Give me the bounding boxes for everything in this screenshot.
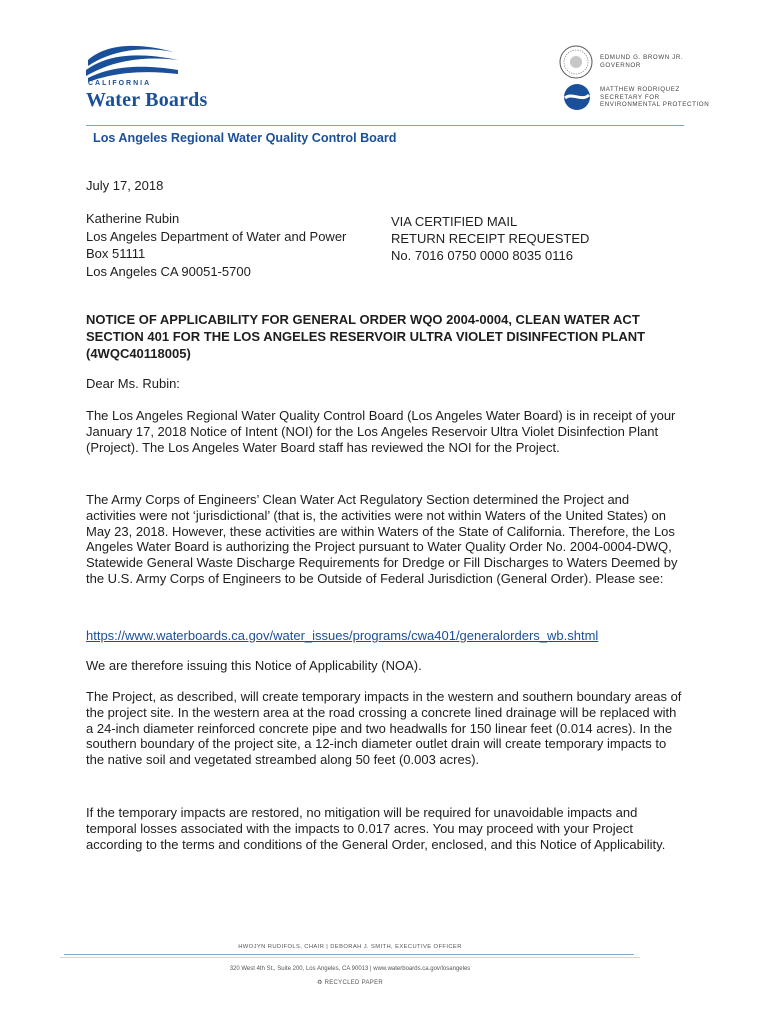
body-paragraph-5: If the temporary impacts are restored, no mitigation will be required for unavoidable impacts and temporal losses associated with the impacts to 0.017 acres. You may proceed with your Project according to the terms and conditions of the General Order, enclosed, and this Notice of Applicability. xyxy=(86,805,666,852)
governor-title: GOVERNOR xyxy=(600,62,641,69)
footer-divider xyxy=(64,954,634,955)
recipient-box: Box 51111 xyxy=(86,246,146,261)
state-seal-icon xyxy=(558,44,594,80)
general-orders-link[interactable]: https://www.waterboards.ca.gov/water_issues/programs/cwa401/generalorders_wb.shtml xyxy=(86,628,599,643)
footer-recycled xyxy=(0,979,700,986)
header-divider xyxy=(86,125,684,126)
recipient-org: Los Angeles Department of Water and Power xyxy=(86,228,347,244)
footer-officers: HWOJYN RUDIFOLS, CHAIR | DEBORAH J. SMITH, EXECUTIVE OFFICER xyxy=(238,944,462,950)
recipient-address xyxy=(86,210,346,280)
body-paragraph-3: We are therefore issuing this Notice of Applicability (NOA). xyxy=(86,658,422,673)
recipient-city: Los Angeles CA 90051-5700 xyxy=(86,263,251,279)
mailing-method xyxy=(391,213,589,264)
recipient-name: Katherine Rubin xyxy=(86,211,180,226)
water-boards-wave-logo xyxy=(84,44,180,82)
recycle-icon: ♻ xyxy=(316,980,325,986)
board-name: Los Angeles Regional Water Quality Control Board xyxy=(93,131,397,145)
letter-subject: NOTICE OF APPLICABILITY FOR GENERAL ORDER WQO 2004-0004, CLEAN WATER ACT SECTION 401 FOR THE LOS ANGELES RESERVOIR ULTRA VIOLET DISINFECTION PLANT (4WQC40118005) xyxy=(86,312,646,361)
recycled-label: RECYCLED PAPER xyxy=(324,980,384,986)
mailing-line-3: No. 7016 0750 0000 8035 0116 xyxy=(391,248,573,263)
body-paragraph-4: The Project, as described, will create temporary impacts in the western and southern boundary areas of the project site. In the western area at the road crossing a concrete lined drainage will be replaced with a 24-inch diameter reinforced concrete pipe and two headwalls for 150 linear feet (0.014 acres). In the southern boundary of the project site, a 12-inch diameter outlet drain will create temporary impacts to the native soil and vegetated streambed along 50 feet (0.003 acres). xyxy=(86,689,682,768)
letter-date: July 17, 2018 xyxy=(86,178,164,193)
mailing-line-1: VIA CERTIFIED MAIL xyxy=(391,214,518,229)
governor-name: EDMUND G. BROWN JR. xyxy=(600,54,684,61)
footer-divider-secondary xyxy=(60,957,640,958)
logo-state-text: CALIFORNIA xyxy=(88,80,152,87)
body-paragraph-2: The Army Corps of Engineers’ Clean Water Act Regulatory Section determined the Project and activities were not ‘jurisdictional’ (that is, the activities were not within Waters of the United States) on May 23, 2018. However, these activities are within Waters of the State of California. Therefore, the Los Angeles Water Board is authorizing the Project pursuant to Water Quality Order No. 2004-0004-DWQ, Statewide General Waste Discharge Requirements for Dredge or Fill Discharges to Waters Deemed by the U.S. Army Corps of Engineers to be Outside of Federal Jurisdiction (General Order). Please see: xyxy=(86,492,678,586)
footer-address: 320 West 4th St., Suite 200, Los Angeles, CA 90013 | www.waterboards.ca.gov/losangeles xyxy=(229,966,471,972)
secretary-name: MATTHEW RODRIQUEZ xyxy=(600,86,680,93)
secretary-title-line-1: SECRETARY FOR xyxy=(600,94,660,101)
body-paragraph-1: The Los Angeles Regional Water Quality Control Board (Los Angeles Water Board) is in receipt of your January 17, 2018 Notice of Intent (NOI) for the Los Angeles Reservoir Ultra Violet Disinfection Plant (Project). The Los Angeles Water Board staff has reviewed the NOI for the Project. xyxy=(86,408,676,455)
calepa-logo-icon xyxy=(562,82,592,112)
mailing-line-2: RETURN RECEIPT REQUESTED xyxy=(391,231,590,246)
salutation: Dear Ms. Rubin: xyxy=(86,376,180,391)
logo-name-text: Water Boards xyxy=(86,89,208,111)
secretary-title-line-2: ENVIRONMENTAL PROTECTION xyxy=(600,101,710,108)
